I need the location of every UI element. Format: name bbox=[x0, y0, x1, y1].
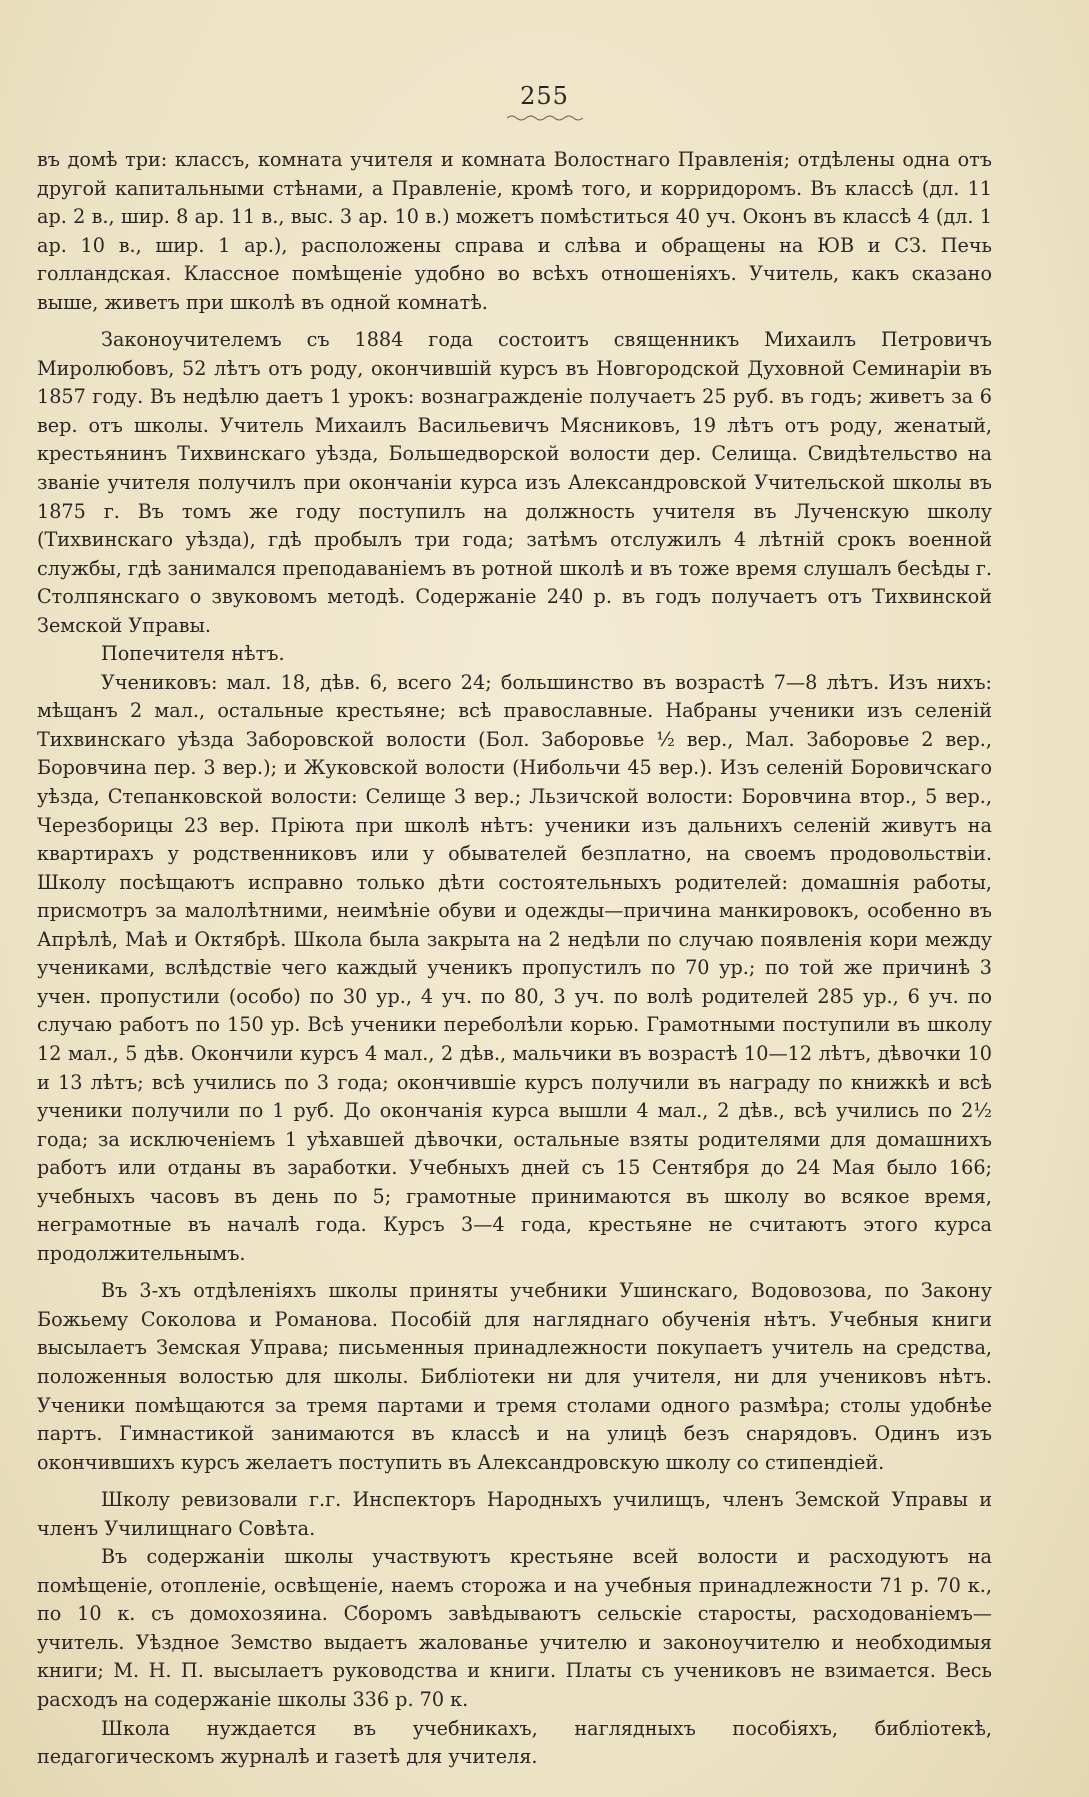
paragraph-students: Учениковъ: мал. 18, дѣв. 6, всего 24; большинство въ возрастѣ 7—8 лѣтъ. Изъ нихъ: мѣщанъ 2 мал., остальные крестьяне; всѣ православные. Набраны ученики изъ селеній Тихвинскаго уѣзда Заборовской волости (Бол. Заборовье ½ вер., Мал. Заборовье 2 вер., Боровчина пер. 3 вер.); и Жуковской волости (Нибольчи 45 вер.). Изъ селеній Боровичскаго уѣзда, Степанковской волости: Селище 3 вер.; Льзичской волости: Боровчина втор., 5 вер., Черезборицы 23 вер. Пріюта при школѣ нѣтъ: ученики изъ дальнихъ селеній живутъ на квартирахъ у родственниковъ или у обывателей безплатно, на своемъ продовольствіи. Школу посѣщаютъ исправно только дѣти состоятельныхъ родителей: домашнія работы, присмотръ за малолѣтними, неимѣніе обуви и одежды—причина манкировокъ, особенно въ Апрѣлѣ, Маѣ и Октябрѣ. Школа была закрыта на 2 недѣли по случаю появленія кори между учениками, вслѣдствіе чего каждый ученикъ пропустилъ по 70 ур.; по той же причинѣ 3 учен. пропустили (особо) по 30 ур., 4 уч. по 80, 3 уч. по волѣ родителей 285 ур., 6 уч. по случаю работъ по 150 ур. Всѣ ученики переболѣли корью. Грамотными поступили въ школу 12 мал., 5 дѣв. Окончили курсъ 4 мал., 2 дѣв., мальчики въ возрастѣ 10—12 лѣтъ, дѣвочки 10 и 13 лѣтъ; всѣ учились по 3 года; окончившіе курсъ получили въ награду по книжкѣ и всѣ ученики получили по 1 руб. До окончанія курса вышли 4 мал., 2 дѣв., всѣ учились по 2½ года; за исключеніемъ 1 уѣхавшей дѣвочки, остальные взяты родителями для домашнихъ работъ или отданы въ заработки. Учебныхъ дней съ 15 Сентября до 24 Мая было 166; учебныхъ часовъ въ день по 5; грамотные принимаются въ школу во всякое время, неграмотные въ началѣ года. Курсъ 3—4 года, крестьяне не считаютъ этого курса продолжительнымъ. bbox=[37, 670, 992, 1265]
paragraph-teachers: Законоучителемъ съ 1884 года состоитъ священникъ Михаилъ Петровичъ Миролюбовъ, 52 лѣтъ отъ роду, окончившій курсъ въ Новгородской Духовной Семинаріи въ 1857 году. Въ недѣлю даетъ 1 урокъ: вознагражденіе получаетъ 25 руб. въ годъ; живетъ за 6 вер. отъ школы. Учитель Михаилъ Васильевичъ Мясниковъ, 19 лѣтъ отъ роду, женатый, крестьянинъ Тихвинскаго уѣзда, Большедворской волости дер. Селища. Свидѣтельство на званіе учителя получилъ при окончаніи курса изъ Александровской Учительской школы въ 1875 г. Въ томъ же году поступилъ на должность учителя въ Лученскую школу (Тихвинскаго уѣзда), гдѣ пробылъ три года; затѣмъ отслужилъ 4 лѣтній срокъ военной службы, гдѣ занимался преподаваніемъ въ ротной школѣ и въ тоже время слушалъ бесѣды г. Столпянскаго о звуковомъ методѣ. Содержаніе 240 р. въ годъ получаетъ отъ Тихвинской Земской Управы. bbox=[37, 328, 992, 637]
paragraph-trustee: Попечителя нѣтъ. bbox=[101, 642, 285, 666]
ornament-divider bbox=[507, 114, 583, 122]
body-text bbox=[37, 146, 992, 1772]
page-number: 255 bbox=[520, 82, 569, 110]
paragraph-needs: Школа нуждается въ учебникахъ, наглядныхъ пособіяхъ, библіотекѣ, педагогическомъ журналѣ и газетѣ для учителя. bbox=[37, 1716, 992, 1769]
paragraph-textbooks: Въ 3-хъ отдѣленіяхъ школы приняты учебники Ушинскаго, Водовозова, по Закону Божьему Соколова и Романова. Пособій для нагляднаго обученія нѣтъ. Учебныя книги высылаетъ Земская Управа; письменныя принадлежности покупаетъ учитель на средства, положенныя волостью для школы. Библіотеки ни для учителя, ни для учениковъ нѣтъ. Ученики помѣщаются за тремя партами и тремя столами одного размѣра; столы удобнѣе партъ. Гимнастикой занимаются въ классѣ и на улицѣ безъ снарядовъ. Одинъ изъ окончившихъ курсъ желаетъ поступить въ Александровскую школу со стипендіей. bbox=[37, 1279, 992, 1474]
paragraph-funding: Въ содержаніи школы участвуютъ крестьяне всей волости и расходуютъ на помѣщеніе, отопленіе, освѣщеніе, наемъ сторожа и на учебныя принадлежности 71 р. 70 к., по 10 к. съ домохозяина. Сборомъ завѣдываютъ сельскіе старосты, расходованіемъ—учитель. Уѣздное Земство выдаетъ жалованье учителю и законоучителю и необходимыя книги; М. Н. П. высылаетъ руководства и книги. Платы съ учениковъ не взимается. Весь расходъ на содержаніе школы 336 р. 70 к. bbox=[37, 1545, 992, 1711]
paragraph-building: въ домѣ три: классъ, комната учителя и комната Волостнаго Правленія; отдѣлены одна отъ другой капитальными стѣнами, а Правленіе, кромѣ того, и корридоромъ. Въ классѣ (дл. 11 ар. 2 в., шир. 8 ар. 11 в., выс. 3 ар. 10 в.) можетъ помѣститься 40 уч. Оконъ въ классѣ 4 (дл. 1 ар. 10 в., шир. 1 ар.), расположены справа и слѣва и обращены на ЮВ и СЗ. Печь голландская. Классное помѣщеніе удобно во всѣхъ отношеніяхъ. Учитель, какъ сказано выше, живетъ при школѣ въ одной комнатѣ. bbox=[37, 148, 992, 314]
paragraph-inspection: Школу ревизовали г.г. Инспекторъ Народныхъ училищъ, членъ Земской Управы и членъ Училищнаго Совѣта. bbox=[37, 1488, 992, 1540]
